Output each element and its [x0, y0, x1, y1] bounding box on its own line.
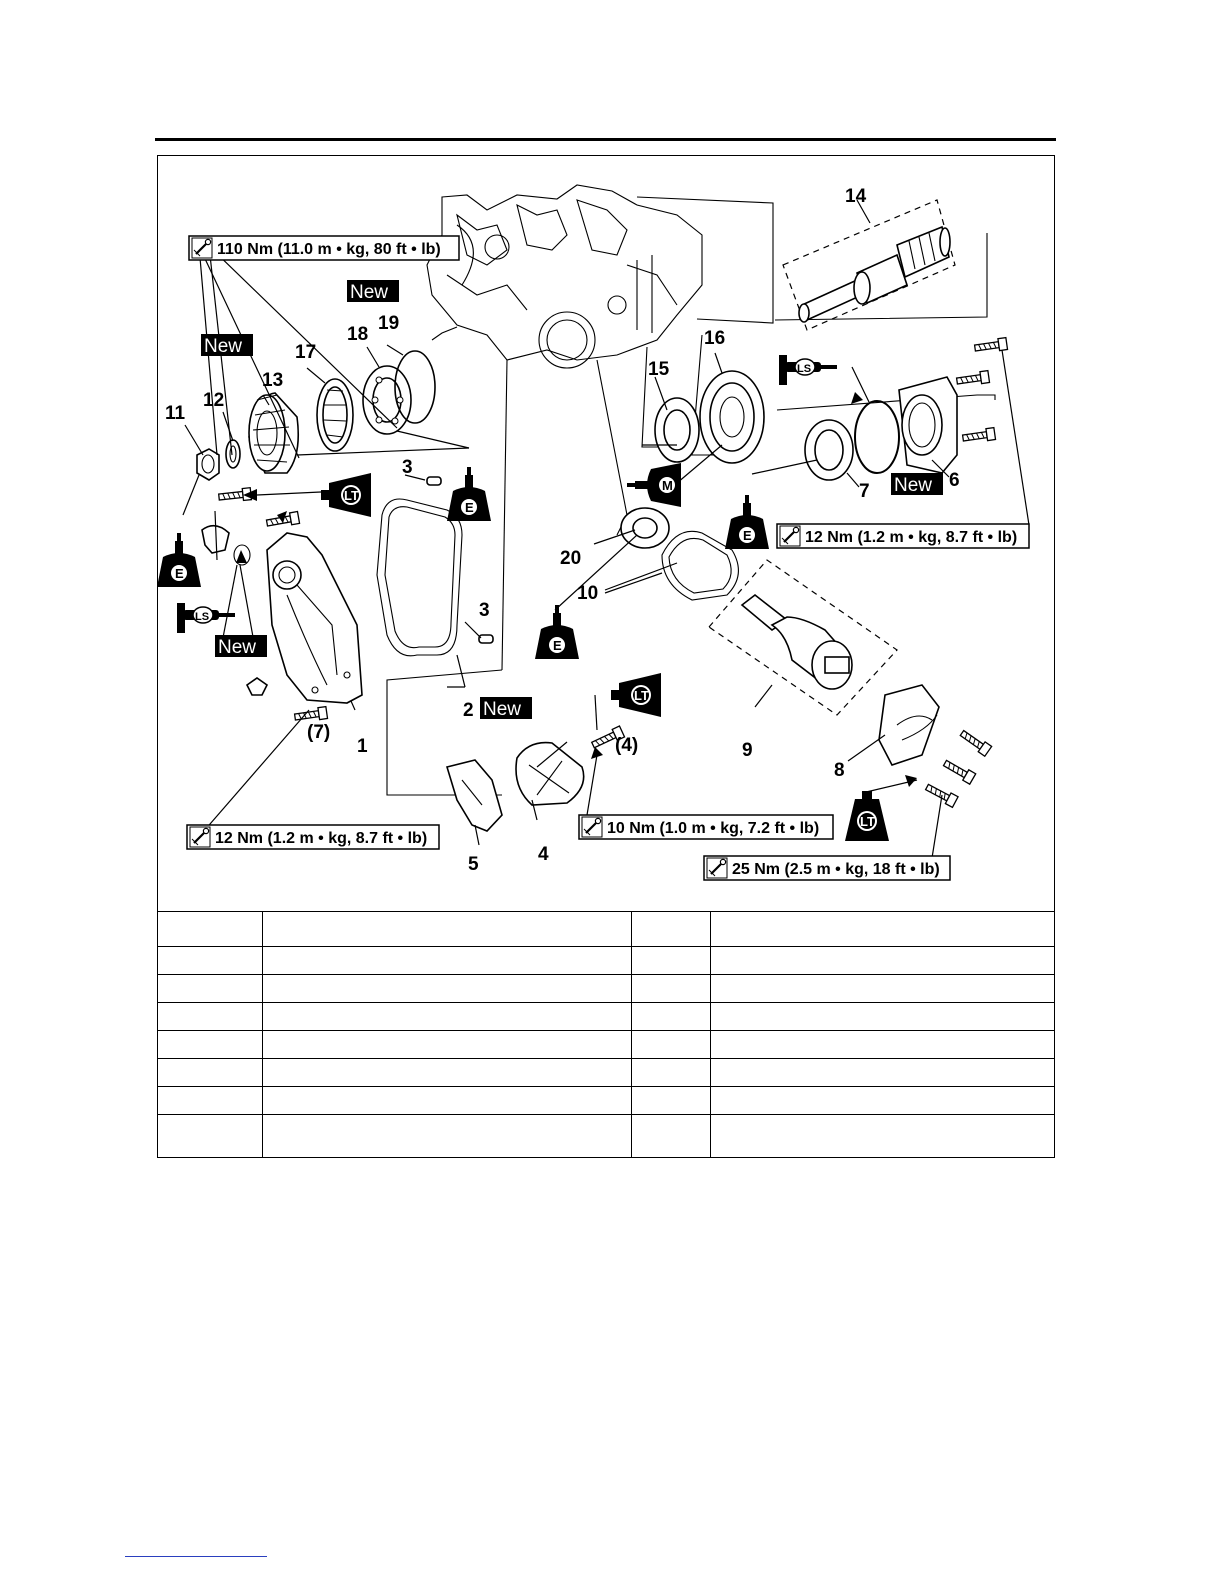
callout-15: 15 — [648, 359, 670, 380]
new-label-17 — [347, 280, 399, 303]
callout-9: 9 — [742, 740, 753, 761]
callout-1: 1 — [357, 736, 368, 757]
torque-wrench-icon — [192, 238, 212, 258]
table-row — [158, 1059, 1055, 1087]
callout-8: 8 — [834, 760, 845, 781]
torque-spec-110 — [189, 236, 459, 260]
callout-16: 16 — [704, 328, 726, 349]
part-17-bearing-race — [317, 379, 353, 451]
part-16-driven-gear — [700, 371, 764, 463]
new-label-6 — [891, 473, 943, 496]
part-5-bracket — [447, 760, 502, 831]
svg-text:New: New — [894, 475, 933, 496]
part-clip — [247, 678, 267, 695]
callout-20: 20 — [560, 548, 582, 569]
new-label-2 — [480, 697, 532, 720]
svg-text:New: New — [483, 699, 522, 720]
svg-text:E: E — [175, 566, 184, 581]
part-8-bearing-retainer — [879, 685, 939, 765]
svg-text:LT: LT — [344, 488, 359, 503]
crankcase-outline — [427, 185, 702, 368]
callout-13: 13 — [262, 370, 284, 391]
svg-text:LS: LS — [797, 363, 812, 375]
part-4-cover-plate — [516, 743, 584, 805]
svg-text:New: New — [218, 637, 257, 658]
part-11-nut — [197, 449, 219, 480]
part-18-ball-bearing — [363, 366, 411, 434]
torque-wrench-icon — [707, 858, 727, 878]
grease-gun-icon-2 — [779, 355, 837, 385]
callout-6: 6 — [949, 470, 960, 491]
svg-text:New: New — [350, 282, 389, 303]
part-1-gear-case-cover — [267, 533, 362, 703]
table-row — [158, 1087, 1055, 1115]
callout-3-upper: 3 — [402, 457, 413, 478]
header-rule — [155, 138, 1056, 141]
callout-4-paren: (4) — [615, 735, 639, 756]
svg-text:New: New — [204, 336, 243, 357]
new-label-12 — [201, 334, 253, 357]
svg-text:LS: LS — [195, 611, 210, 623]
svg-text:12 Nm (1.2 m • kg, 8.7 ft • lb: 12 Nm (1.2 m • kg, 8.7 ft • lb) — [805, 529, 1018, 546]
svg-text:E: E — [743, 528, 752, 543]
part-12-lock-washer — [226, 440, 240, 468]
svg-text:10 Nm (1.0 m • kg, 7.2 ft • lb: 10 Nm (1.0 m • kg, 7.2 ft • lb) — [607, 820, 820, 837]
part-20-bearing — [621, 508, 669, 548]
part-3-dowel-upper — [427, 477, 441, 485]
part-2-gasket — [377, 499, 462, 656]
table-row — [158, 1031, 1055, 1059]
footer-rule — [125, 1556, 267, 1557]
table-row — [158, 912, 1055, 947]
part-15-oil-seal — [655, 398, 699, 462]
svg-text:25 Nm (2.5 m • kg, 18 ft • lb): 25 Nm (2.5 m • kg, 18 ft • lb) — [732, 861, 940, 878]
torque-spec-12-left — [187, 825, 439, 849]
locking-agent-icon-3 — [845, 791, 889, 841]
callout-10: 10 — [577, 583, 599, 604]
table-row — [158, 1003, 1055, 1031]
svg-text:E: E — [553, 638, 562, 653]
table-row — [158, 975, 1055, 1003]
callout-11: 11 — [165, 403, 186, 424]
callout-5: 5 — [468, 854, 479, 875]
part-6-bearing-housing — [899, 377, 957, 473]
callout-7-paren: (7) — [307, 722, 331, 743]
oil-can-icon-e2 — [447, 467, 491, 521]
part-14-driveshaft-assembly — [783, 200, 955, 330]
svg-text:110 Nm (11.0 m • kg, 80 ft • l: 110 Nm (11.0 m • kg, 80 ft • lb) — [217, 241, 441, 258]
table-row — [158, 947, 1055, 975]
callout-2: 2 — [463, 700, 474, 721]
torque-spec-10 — [579, 815, 833, 839]
oil-can-icon-e4 — [725, 495, 769, 549]
svg-text:LT: LT — [860, 814, 875, 829]
moly-oil-icon — [627, 463, 681, 507]
torque-spec-12-right — [777, 524, 1029, 548]
svg-text:LT: LT — [634, 688, 649, 703]
torque-spec-25 — [704, 856, 950, 880]
part-9-pinion-shaft — [709, 560, 897, 715]
oil-can-icon-e3 — [535, 605, 579, 659]
callout-14: 14 — [845, 186, 867, 207]
callout-19: 19 — [378, 313, 400, 334]
svg-text:12 Nm (1.2 m • kg, 8.7 ft • lb: 12 Nm (1.2 m • kg, 8.7 ft • lb) — [215, 830, 428, 847]
locking-agent-icon-2 — [611, 673, 661, 717]
callout-7: 7 — [859, 481, 870, 502]
torque-wrench-icon — [190, 827, 210, 847]
callout-17: 17 — [295, 342, 317, 363]
parts-table — [157, 911, 1055, 1158]
callout-3-lower: 3 — [479, 600, 490, 621]
locking-agent-icon-1 — [321, 473, 371, 517]
oil-can-icon-e1 — [157, 533, 201, 587]
svg-text:M: M — [662, 478, 673, 493]
torque-wrench-icon — [582, 817, 602, 837]
exploded-diagram — [157, 155, 1055, 911]
callout-12: 12 — [203, 390, 225, 411]
new-label-plug — [215, 635, 267, 658]
callout-18: 18 — [347, 324, 369, 345]
part-7-bearing — [805, 420, 853, 480]
svg-text:E: E — [465, 500, 474, 515]
part-3-dowel-lower — [479, 635, 493, 643]
part-o-ring-6 — [855, 401, 899, 473]
callout-4: 4 — [538, 844, 549, 865]
torque-wrench-icon — [780, 526, 800, 546]
table-row — [158, 1115, 1055, 1158]
